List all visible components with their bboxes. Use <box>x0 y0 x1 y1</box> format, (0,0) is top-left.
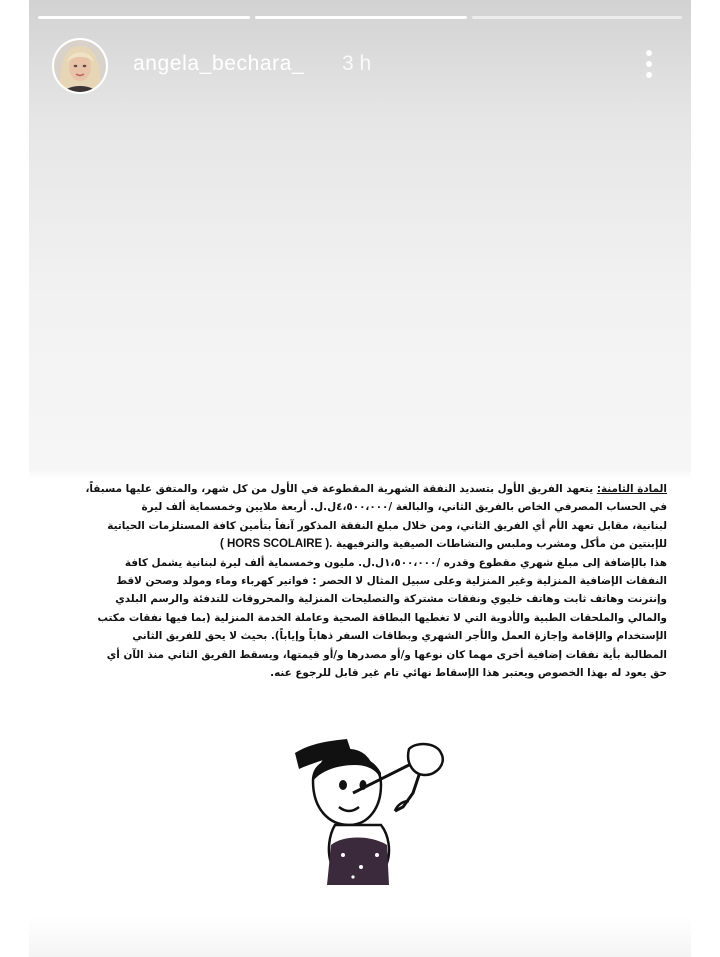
document-latin-term: ( HORS SCOLAIRE ). <box>219 538 333 551</box>
document-heading: المادة الثامنة: <box>596 483 667 495</box>
bottom-fade <box>29 917 691 957</box>
document-line-2: في الحساب المصرفي الخاص بالفريق الثاني، والبالغة /٤،٥٠٠،٠٠٠ل.ل. أربعة ملايين وخمسماية ألف ليرة <box>141 501 667 514</box>
more-vertical-icon[interactable] <box>637 50 661 84</box>
document-text <box>37 480 667 682</box>
document-line-11: حق يعود له بهذا الخصوص ويعتبر هذا الإسقاط نهائي تام غير قابل للرجوع عنه. <box>270 667 667 680</box>
document-line-8: والمالي والملحقات الطبية والأدوية التي لا تغطيها البطاقة الصحية وعاملة الخدمة المنزلية (بما فيها نفقات مكتب <box>97 611 667 624</box>
pinocchio-sticker-icon <box>291 735 457 891</box>
progress-segment-1 <box>38 16 250 19</box>
story-timestamp: 3 h <box>342 52 372 75</box>
story-header <box>29 38 691 96</box>
document-line-10: المطالبة بأية نفقات إضافية أخرى مهما كان نوعها و/أو مصدرها و/أو قيمتها، ويسقط الفريق الثاني منذ الآن أي <box>106 648 667 661</box>
document-line-7: وإنترنت وهاتف ثابت وهاتف خليوي ونفقات مشتركة والتصليحات المنزلية والمحروقات للتدفئة والرسم البلدي <box>115 593 667 606</box>
menu-dot <box>646 72 652 78</box>
document-line-6: النفقات الإضافية المنزلية وغير المنزلية وعلى سبيل المثال لا الحصر : فواتير كهرباء وماء ومولد وصحن لاقط <box>116 575 667 588</box>
progress-segment-2 <box>255 16 467 19</box>
document-line-3: لبنانية، مقابل تعهد الأم أي الفريق الثاني، ومن خلال مبلغ النفقة المذكور آنفاً بتأمين كافة المستلزمات الحياتية <box>107 519 667 532</box>
document-excerpt <box>29 478 691 700</box>
story-progress-bar <box>29 16 691 19</box>
document-line-4 <box>37 535 667 553</box>
menu-dot <box>646 61 652 67</box>
document-line-5: هذا بالإضافة إلى مبلغ شهري مقطوع وقدره /١،٥٠٠،٠٠٠ل.ل. مليون وخمسماية ألف ليرة لبنانية يشمل كافة <box>124 556 667 569</box>
document-line-text: يتعهد الفريق الأول بتسديد النفقة الشهرية المقطوعة في الأول من كل شهر، والمتفق عليها مسبقاً، <box>85 483 594 495</box>
document-line-text: للإبنتين من مأكل ومشرب وملبس والنشاطات الصيفية والترفيهية <box>335 538 667 551</box>
story-username[interactable]: angela_bechara_ <box>133 52 305 75</box>
progress-segment-3 <box>472 16 682 19</box>
avatar-image <box>54 40 106 92</box>
document-line-9: الإستخدام والإقامة وإجازة العمل والأجر الشهري وبطاقات السفر ذهاباً وإياباً). بحيث لا يحق للفريق الثاني <box>132 630 667 643</box>
story-viewer[interactable] <box>29 0 691 957</box>
document-line-1 <box>37 480 667 498</box>
menu-dot <box>646 50 652 56</box>
avatar[interactable] <box>52 38 108 94</box>
